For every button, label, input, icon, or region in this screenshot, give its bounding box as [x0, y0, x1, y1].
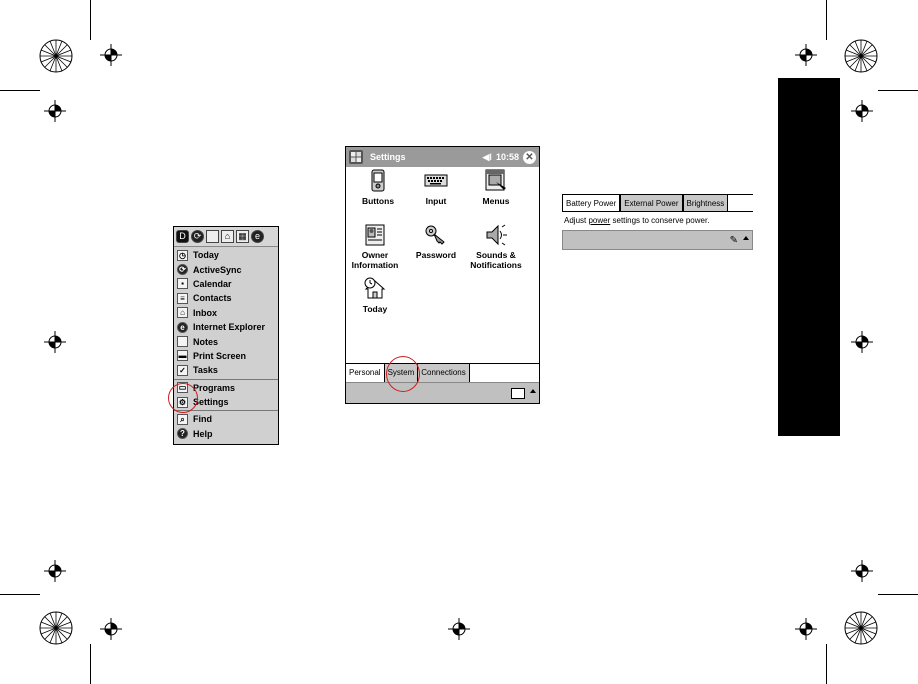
pocket-pc-icon[interactable]: D [176, 230, 189, 243]
desc-text-after: settings to conserve power. [610, 216, 710, 225]
registration-mark [100, 618, 122, 640]
menu-item-inbox[interactable] [174, 306, 278, 320]
settings-item-label: Sounds & Notifications [470, 250, 522, 270]
registration-mark [44, 331, 66, 353]
tasks-icon: ✓ [177, 365, 188, 376]
settings-item-today[interactable] [345, 277, 407, 314]
registration-mark [44, 100, 66, 122]
color-target-starburst [844, 39, 878, 73]
power-tab-strip [562, 194, 753, 212]
contacts-icon: ≡ [177, 293, 188, 304]
settings-item-label: Input [425, 196, 447, 206]
settings-item-label: Menus [482, 196, 510, 206]
today-icon: ◷ [177, 250, 188, 261]
menu-item-internet-explorer[interactable] [174, 320, 278, 334]
owner-info-icon [363, 223, 387, 247]
power-description [562, 212, 753, 230]
tab-strip-filler [470, 364, 539, 382]
registration-mark [795, 44, 817, 66]
recent-programs-bar [174, 227, 278, 247]
menu-item-notes[interactable] [174, 334, 278, 348]
clock-text[interactable]: 10:58 [495, 152, 519, 162]
trim-mark [878, 90, 918, 91]
registration-mark [851, 560, 873, 582]
calendar-icon[interactable]: ▦ [236, 230, 249, 243]
pen-input-icon[interactable]: ✎ [729, 235, 738, 246]
menu-item-label: Programs [193, 382, 236, 393]
keyboard-icon [424, 169, 448, 193]
menu-item-label: ActiveSync [193, 264, 242, 275]
buttons-icon [366, 169, 390, 193]
ie-icon: e [177, 322, 188, 333]
start-menu [173, 226, 279, 445]
registration-mark [44, 560, 66, 582]
power-link[interactable]: power [588, 216, 611, 225]
registration-mark [851, 331, 873, 353]
today-house-icon [363, 277, 387, 301]
programs-icon: ▭ [178, 383, 187, 393]
status-area [483, 152, 519, 163]
menu-item-tasks[interactable] [174, 363, 278, 377]
trim-mark [878, 594, 918, 595]
trim-mark [826, 644, 827, 684]
window-title: Settings [370, 152, 406, 162]
print-screen-icon: ▬ [178, 351, 187, 361]
find-icon: ⌕ [177, 414, 188, 425]
inbox-icon[interactable]: ⌂ [221, 230, 234, 243]
desc-text-before: Adjust [564, 216, 589, 225]
registration-mark [448, 618, 470, 640]
settings-item-buttons[interactable] [346, 169, 410, 206]
section-tab-marker [778, 78, 840, 436]
menu-item-calendar[interactable] [174, 277, 278, 291]
tab-brightness[interactable]: Brightness [683, 194, 729, 211]
menu-group-programs [174, 247, 278, 380]
tab-connections[interactable]: Connections [418, 363, 469, 382]
settings-window [345, 146, 540, 404]
settings-tab-strip [346, 363, 539, 382]
menu-item-label: Find [193, 414, 212, 425]
trim-mark [0, 90, 40, 91]
highlight-circle-settings [168, 383, 198, 413]
settings-item-input[interactable] [404, 169, 468, 206]
menu-item-label: Calendar [193, 278, 232, 289]
settings-icon: ⚙ [178, 397, 187, 407]
menu-item-label: Tasks [193, 365, 218, 376]
password-key-icon [424, 223, 448, 247]
title-bar [346, 147, 539, 167]
menu-item-label: Contacts [193, 293, 232, 304]
volume-icon[interactable]: ◀ǀ [482, 151, 492, 162]
inbox-icon: ⌂ [177, 307, 188, 318]
notes-icon [177, 336, 188, 347]
menu-item-label: Help [193, 428, 213, 439]
command-bar [562, 230, 753, 250]
settings-icon-grid [346, 169, 539, 365]
help-icon: ? [177, 428, 188, 439]
settings-item-label: Buttons [361, 196, 395, 206]
color-target-starburst [844, 611, 878, 645]
menu-item-label: Notes [193, 336, 219, 347]
menu-item-contacts[interactable] [174, 291, 278, 305]
menu-item-print-screen[interactable] [174, 349, 278, 363]
highlight-circle-system-tab [386, 356, 420, 392]
menu-item-label: Inbox [193, 307, 217, 318]
settings-item-label: Today [362, 304, 388, 314]
trim-mark [90, 0, 91, 40]
menu-item-label: Today [193, 250, 219, 261]
command-bar [346, 382, 539, 404]
input-panel-arrow-icon[interactable] [743, 236, 749, 240]
tab-strip-filler [728, 194, 753, 211]
registration-mark [795, 618, 817, 640]
tab-system[interactable]: System [385, 363, 419, 382]
close-button[interactable]: ✕ [523, 151, 536, 164]
tab-external-power[interactable]: External Power [620, 194, 682, 211]
keyboard-icon[interactable] [511, 388, 525, 399]
menu-item-label: Settings [193, 397, 229, 408]
settings-item-owner-information[interactable] [345, 223, 407, 270]
settings-item-label: Password [415, 250, 457, 260]
color-target-starburst [39, 39, 73, 73]
menu-group-help [174, 411, 278, 442]
trim-mark [90, 644, 91, 684]
notes-icon[interactable] [206, 230, 219, 243]
menu-item-find[interactable] [174, 412, 278, 426]
input-panel-arrow-icon[interactable] [530, 389, 536, 393]
activesync-icon: ⟳ [177, 264, 188, 275]
menu-item-today[interactable] [174, 248, 278, 262]
settings-item-password[interactable] [404, 223, 468, 260]
trim-mark [826, 0, 827, 40]
settings-item-menus[interactable] [464, 169, 528, 206]
menus-icon [484, 169, 508, 193]
menu-item-label: Internet Explorer [193, 322, 266, 333]
menu-item-activesync[interactable] [174, 262, 278, 276]
windows-start-icon[interactable] [348, 149, 364, 165]
registration-mark [851, 100, 873, 122]
trim-mark [0, 594, 40, 595]
power-settings [562, 194, 753, 249]
speaker-icon [484, 223, 508, 247]
color-target-starburst [39, 611, 73, 645]
ie-icon[interactable]: e [251, 230, 264, 243]
registration-mark [100, 44, 122, 66]
menu-item-label: Print Screen [193, 350, 247, 361]
settings-item-sounds-notifications[interactable] [464, 223, 528, 270]
activesync-icon[interactable]: ⟳ [191, 230, 204, 243]
calendar-icon: ▪ [177, 278, 188, 289]
tab-battery-power[interactable]: Battery Power [562, 194, 620, 211]
settings-item-label: Owner Information [351, 250, 399, 270]
menu-item-help[interactable] [174, 427, 278, 441]
tab-personal[interactable]: Personal [346, 364, 385, 382]
